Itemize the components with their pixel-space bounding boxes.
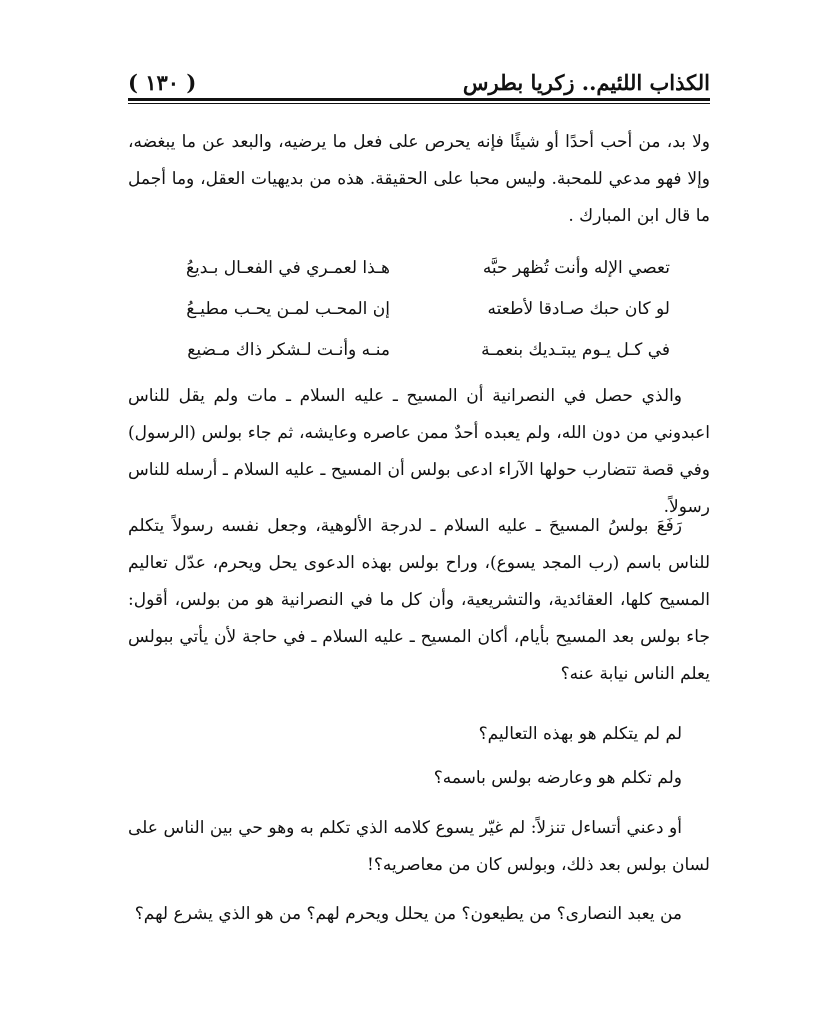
verse-first-hemistich: لو كان حبك صـادقا لأطعته [487, 299, 670, 319]
verse-second-hemistich: إن المحـب لمـن يحـب مطيـعُ [186, 299, 390, 319]
poem-verse [150, 289, 670, 330]
question-line: لم لم يتكلم هو بهذه التعاليم؟ [478, 724, 682, 744]
verse-first-hemistich: تعصي الإله وأنت تُظهر حبَّه [482, 258, 670, 278]
header-rule [128, 98, 710, 101]
page-number: ( ١٣٠ ) [128, 70, 197, 95]
page-header [128, 66, 710, 102]
poem-verse [150, 330, 670, 371]
running-title: الكذاب اللئيم.. زكريا بطرس [462, 70, 710, 95]
paragraph-christianity: والذي حصل في النصرانية أن المسيح ـ عليه السلام ـ مات ولم يقل للناس اعبدوني من دون الله، ولم يعبده أحدٌ ممن عاصره وعايشه، ثم جاء بولس (الرسول) وفي قصة تتضارب حولها الآراء ادعى بولس أن المسيح ـ عليه السلام ـ أرسله للناس رسولاً. [128, 386, 710, 517]
paragraph-question: أو دعني أتساءل تنزلاً: لم غيّر يسوع كلامه الذي تكلم به وهو حي بين الناس على لسان بولس بعد ذلك، وبولس كان من معاصريه؟! [128, 818, 710, 875]
verse-second-hemistich: منـه وأنـت لـشكر ذاك مـضيع [187, 340, 390, 360]
question-line: ولم تكلم هو وعارضه بولس باسمه؟ [433, 768, 682, 788]
paragraph-paul: رَفَعَ بولسُ المسيحَ ـ عليه السلام ـ لدرجة الألوهية، وجعل نفسه رسولاً يتكلم للناس باسم (رب المجد يسوع)، وراح بولس بهذه الدعوى يحل ويحرم، عدّل تعاليم المسيح كلها، العقائدية، والتشريعية، وأن كل ما في النصرانية هو من بولس، أقول: جاء بولس بعد المسيح بأيام، أكان المسيح ـ عليه السلام ـ في حاجة لأن يأتي ببولس يعلم الناس نيابة عنه؟ [128, 516, 710, 684]
poem [150, 248, 670, 371]
paragraph-intro: ولا بد، من أحب أحدًا أو شيئًا فإنه يحرص على فعل ما يرضيه، والبعد عن ما يبغضه، وإلا فهو مدعي للمحبة. وليس محبا على الحقيقة. هذه من بديهيات العقل، وما أجمل ما قال ابن المبارك . [128, 132, 710, 226]
header-rule-thin [128, 103, 710, 104]
poem-verse [150, 248, 670, 289]
verse-first-hemistich: في كـل يـوم يبتـديك بنعمـة [481, 340, 670, 360]
verse-second-hemistich: هـذا لعمـري في الفعـال بـديعُ [185, 258, 390, 278]
paragraph-closing: من يعبد النصارى؟ من يطيعون؟ من يحلل ويحرم لهم؟ من هو الذي يشرع لهم؟ [134, 904, 682, 924]
